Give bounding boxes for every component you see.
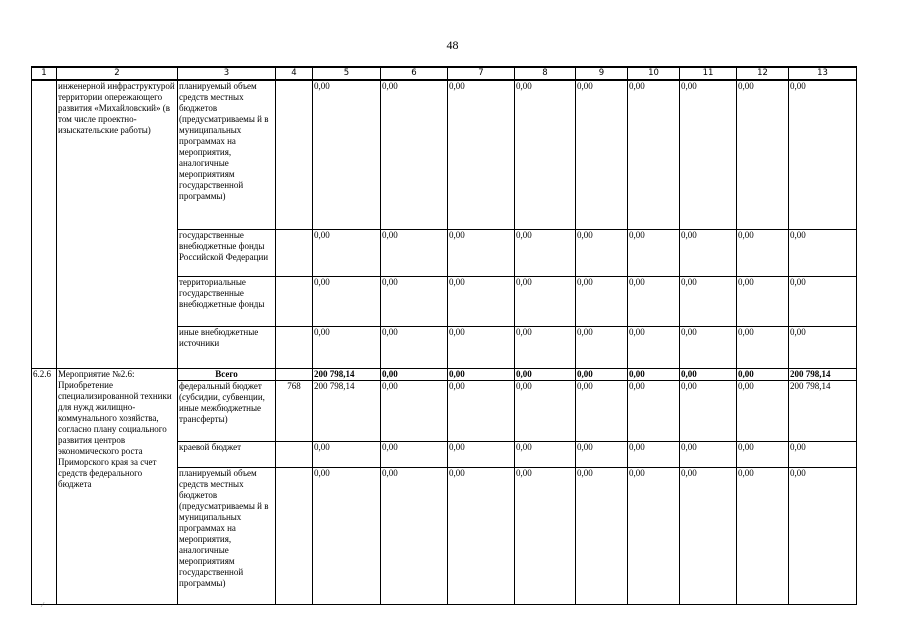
value-cell: 0,00 — [737, 80, 789, 229]
budget-code — [276, 441, 313, 467]
column-number-10: 10 — [628, 67, 680, 80]
column-number-6: 6 — [381, 67, 448, 80]
value-cell: 0,00 — [515, 380, 576, 441]
table-row — [32, 368, 857, 380]
value-cell: 0,00 — [515, 467, 576, 604]
value-cell: 0,00 — [381, 276, 448, 326]
value-cell: 0,00 — [381, 380, 448, 441]
funding-source: краевой бюджет — [178, 441, 276, 467]
value-cell: 0,00 — [680, 380, 737, 441]
column-number-8: 8 — [515, 67, 576, 80]
value-cell: 0,00 — [789, 80, 857, 229]
value-cell: 0,00 — [789, 467, 857, 604]
value-cell: 200 798,14 — [789, 380, 857, 441]
value-cell: 0,00 — [628, 441, 680, 467]
value-cell: 0,00 — [313, 467, 381, 604]
funding-source: иные внебюджетные источники — [178, 326, 276, 368]
value-cell: 0,00 — [628, 229, 680, 276]
scan-mark: ⁄ — [42, 601, 44, 609]
value-cell: 0,00 — [313, 80, 381, 229]
column-number-11: 11 — [680, 67, 737, 80]
budget-code — [276, 467, 313, 604]
value-cell: 0,00 — [515, 229, 576, 276]
value-cell: 0,00 — [576, 441, 628, 467]
value-cell: 0,00 — [313, 276, 381, 326]
value-cell: 0,00 — [381, 326, 448, 368]
value-cell: 0,00 — [576, 276, 628, 326]
value-cell: 0,00 — [381, 229, 448, 276]
column-number-2: 2 — [57, 67, 178, 80]
value-cell: 0,00 — [515, 80, 576, 229]
value-cell: 0,00 — [448, 229, 515, 276]
value-cell: 0,00 — [628, 276, 680, 326]
value-cell: 0,00 — [313, 441, 381, 467]
value-cell: 200 798,14 — [313, 380, 381, 441]
column-number-row — [32, 67, 857, 80]
value-cell: 0,00 — [448, 467, 515, 604]
table-row — [32, 80, 857, 229]
value-cell: 0,00 — [313, 326, 381, 368]
funding-source: государственные внебюджетные фонды Российской Федерации — [178, 229, 276, 276]
column-number-3: 3 — [178, 67, 276, 80]
value-cell: 0,00 — [576, 229, 628, 276]
value-cell: 0,00 — [576, 467, 628, 604]
value-cell: 0,00 — [515, 441, 576, 467]
value-cell: 0,00 — [628, 380, 680, 441]
value-cell: 0,00 — [737, 326, 789, 368]
value-cell: 0,00 — [515, 326, 576, 368]
page-number: 48 — [446, 38, 459, 52]
column-number-12: 12 — [737, 67, 789, 80]
value-cell: 0,00 — [737, 276, 789, 326]
value-cell: 0,00 — [680, 441, 737, 467]
value-cell: 0,00 — [448, 80, 515, 229]
value-cell: 0,00 — [576, 380, 628, 441]
value-cell: 0,00 — [448, 441, 515, 467]
value-cell: 0,00 — [381, 368, 448, 380]
value-cell: 200 798,14 — [313, 368, 381, 380]
column-number-9: 9 — [576, 67, 628, 80]
value-cell: 0,00 — [628, 326, 680, 368]
measure-id — [32, 80, 57, 368]
value-cell: 0,00 — [576, 326, 628, 368]
budget-code — [276, 229, 313, 276]
value-cell: 0,00 — [628, 368, 680, 380]
budget-table — [31, 66, 857, 605]
value-cell: 0,00 — [680, 276, 737, 326]
value-cell: 0,00 — [313, 229, 381, 276]
value-cell: 0,00 — [789, 229, 857, 276]
column-number-1: 1 — [32, 67, 57, 80]
value-cell: 0,00 — [737, 380, 789, 441]
budget-code: 768 — [276, 380, 313, 441]
value-cell: 0,00 — [448, 326, 515, 368]
measure-name: Мероприятие №2.6: Приобретение специализированной техники для нужд жилищно-коммунального хозяйства, согласно плану социального развития центров экономического роста Приморского края за счет средств федерального бюджета — [57, 368, 178, 604]
value-cell: 0,00 — [381, 467, 448, 604]
column-number-7: 7 — [448, 67, 515, 80]
budget-code — [276, 326, 313, 368]
value-cell: 0,00 — [680, 326, 737, 368]
value-cell: 0,00 — [448, 276, 515, 326]
funding-source: планируемый объем средств местных бюджетов (предусматриваемы й в муниципальных программах на мероприятия, аналогичные мероприятиям государственной программы) — [178, 467, 276, 604]
value-cell: 0,00 — [381, 441, 448, 467]
funding-source: планируемый объем средств местных бюджетов (предусматриваемы й в муниципальных программах на мероприятия, аналогичные мероприятиям государственной программы) — [178, 80, 276, 229]
value-cell: 0,00 — [680, 368, 737, 380]
column-number-13: 13 — [789, 67, 857, 80]
value-cell: 0,00 — [628, 467, 680, 604]
value-cell: 200 798,14 — [789, 368, 857, 380]
measure-name: инженерной инфраструктурой территории опережающего развития «Михайловский» (в том числе проектно-изыскательские работы) — [57, 80, 178, 368]
value-cell: 0,00 — [576, 80, 628, 229]
funding-source: территориальные государственные внебюджетные фонды — [178, 276, 276, 326]
value-cell: 0,00 — [737, 441, 789, 467]
value-cell: 0,00 — [448, 368, 515, 380]
value-cell: 0,00 — [789, 326, 857, 368]
value-cell: 0,00 — [737, 229, 789, 276]
measure-id: 6.2.6 — [32, 368, 57, 604]
column-number-5: 5 — [313, 67, 381, 80]
budget-code — [276, 368, 313, 380]
value-cell: 0,00 — [515, 276, 576, 326]
value-cell: 0,00 — [680, 467, 737, 604]
value-cell: 0,00 — [381, 80, 448, 229]
value-cell: 0,00 — [789, 276, 857, 326]
value-cell: 0,00 — [680, 80, 737, 229]
budget-code — [276, 80, 313, 229]
funding-source: Всего — [178, 368, 276, 380]
value-cell: 0,00 — [737, 467, 789, 604]
budget-code — [276, 276, 313, 326]
value-cell: 0,00 — [576, 368, 628, 380]
value-cell: 0,00 — [737, 368, 789, 380]
value-cell: 0,00 — [515, 368, 576, 380]
value-cell: 0,00 — [680, 229, 737, 276]
value-cell: 0,00 — [628, 80, 680, 229]
funding-source: федеральный бюджет (субсидии, субвенции, иные межбюджетные трансферты) — [178, 380, 276, 441]
value-cell: 0,00 — [789, 441, 857, 467]
value-cell: 0,00 — [448, 380, 515, 441]
column-number-4: 4 — [276, 67, 313, 80]
